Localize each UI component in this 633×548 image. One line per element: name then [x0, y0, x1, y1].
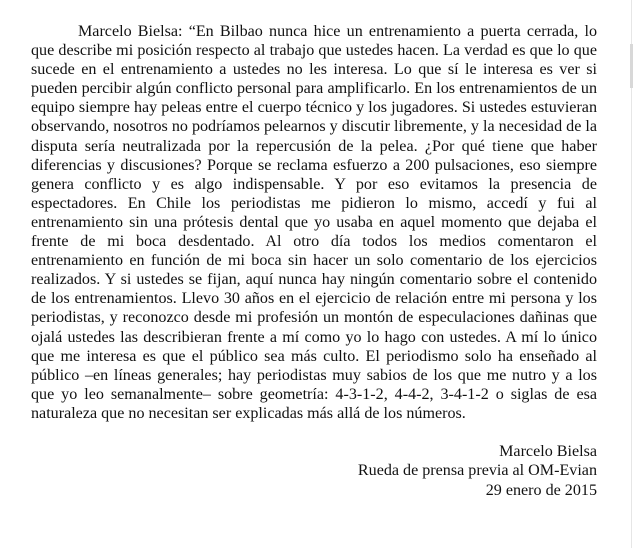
signature-event: Rueda de prensa previa al OM-Evian [357, 462, 597, 480]
signature-author: Marcelo Bielsa [499, 442, 597, 460]
signature-block [31, 442, 597, 500]
signature-date: 29 enero de 2015 [485, 481, 597, 499]
quote-paragraph: Marcelo Bielsa: “En Bilbao nunca hice un entrenamiento a puerta cerrada, lo que describe mi posición respecto al trabajo que ustedes hacen. La verdad es que lo que sucede en el entrenamiento a ustedes no les interesa. Lo que sí le interesa es ver si pueden percibir algún conflicto personal para amplificarlo. En los entrenamientos de un equipo siempre hay peleas entre el cuerpo técnico y los jugadores. Si ustedes estuvieran observando, nosotros no podríamos pelearnos y discutir libremente, y la necesidad de la disputa sería neutralizada por la repercusión de la pelea. ¿Por qué tiene que haber diferencias y discusiones? Porque se reclama esfuerzo a 200 pulsaciones, eso siempre genera conflicto y es algo indispensable. Y por eso evitamos la presencia de espectadores. En Chile los periodistas me pidieron lo mismo, accedí y fui al entrenamiento sin una prótesis dental que yo usaba en aquel momento que dejaba el frente de mi boca desdentado. Al otro día todos los medios comentaron el entrenamiento en función de mi boca sin hacer un solo comentario de los ejercicios realizados. Y si ustedes se fijan, aquí nunca hay ningún comentario sobre el contenido de los entrenamientos. Llevo 30 años en el ejercicio de relación entre mi persona y los periodistas, y reconozco desde mi profesión un montón de especulaciones dañinas que ojalá ustedes las describieran frente a mí como yo lo hago con ustedes. A mí lo único que me interesa es que el público sea más culto. El periodismo solo ha enseñado al público –en líneas generales; hay periodistas muy sabios de los que me nutro y a los que yo leo semanalmente– sobre geometría: 4-3-1-2, 4-4-2, 3-4-1-2 o siglas de esa naturaleza que no necesitan ser explicadas más allá de los números. [31, 23, 597, 422]
document-page [31, 22, 597, 500]
